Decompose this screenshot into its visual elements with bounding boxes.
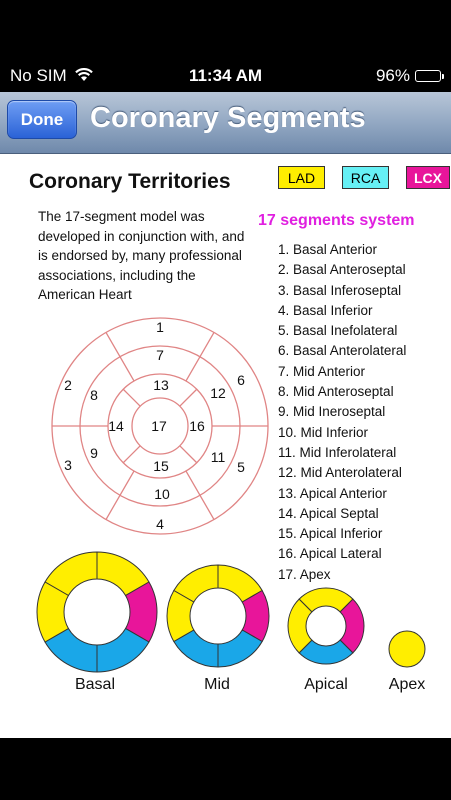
ring-label-apex: Apex [388, 676, 426, 693]
bullseye-number-6: 6 [237, 372, 245, 388]
segment-item: 16. Apical Lateral [278, 546, 382, 562]
battery-percent: 96% [375, 66, 410, 85]
segment-item: 14. Apical Septal [278, 505, 379, 521]
bullseye-number-9: 9 [90, 445, 98, 461]
segment-item: 13. Apical Anterior [278, 485, 387, 501]
segment-item: 10. Mid Inferior [278, 424, 369, 440]
segment-item: 2. Basal Anteroseptal [278, 262, 406, 278]
segment-item: 8. Mid Anteroseptal [278, 384, 394, 400]
system-title: 17 segments system [258, 212, 415, 229]
segment-item: 1. Basal Anterior [278, 242, 378, 257]
bullseye-diagram [0, 154, 451, 738]
apical-divider-3 [123, 446, 140, 463]
apical-divider-0 [123, 389, 140, 406]
basal-divider-4 [106, 471, 134, 519]
battery-indicator [376, 66, 441, 86]
clock: 11:34 AM [188, 66, 263, 85]
bullseye-number-2: 2 [64, 377, 72, 393]
segment-item: 3. Basal Inferoseptal [278, 282, 402, 298]
battery-icon [415, 70, 441, 82]
page-title: Coronary Segments [90, 102, 366, 134]
ring-label-apical: Apical [304, 676, 348, 693]
segment-item: 11. Mid Inferolateral [278, 444, 397, 460]
bullseye-number-3: 3 [64, 457, 72, 473]
segment-item: 5. Basal Inefolateral [278, 323, 398, 339]
bullseye-number-10: 10 [154, 486, 170, 502]
bullseye-number-8: 8 [90, 387, 98, 403]
ring-label-mid: Mid [204, 676, 230, 693]
bullseye-number-17: 17 [151, 418, 167, 434]
basal-divider-3 [186, 471, 214, 519]
bullseye-number-4: 4 [156, 516, 164, 532]
ring-label-basal: Basal [74, 676, 116, 693]
navigation-bar [0, 92, 451, 154]
status-bar [0, 0, 451, 92]
basal-divider-0 [106, 332, 134, 380]
content-area[interactable] [0, 154, 451, 738]
legend-lad: LAD [278, 166, 325, 189]
apical-divider-1 [180, 389, 197, 406]
segment-item: 6. Basal Anterolateral [278, 343, 407, 359]
bullseye-number-15: 15 [153, 458, 169, 474]
legend-rca: RCA [342, 166, 389, 189]
done-button[interactable]: Done [7, 100, 77, 139]
description-text: The 17-segment model was developed in conjunction with, and is endorsed by, many professional associations, including the American Heart [38, 209, 245, 302]
segment-item: 9. Mid Ineroseptal [278, 404, 386, 420]
legend-lcx: LCX [406, 166, 450, 189]
bullseye-number-16: 16 [189, 418, 205, 434]
apex-circle [389, 631, 425, 667]
segment-item: 17. Apex [278, 566, 331, 582]
segment-item: 12. Mid Anterolateral [278, 465, 402, 481]
carrier-text: No SIM [10, 66, 67, 85]
bullseye-number-1: 1 [156, 319, 164, 335]
bullseye-number-11: 11 [210, 449, 226, 465]
bullseye-number-14: 14 [108, 418, 124, 434]
segment-item: 7. Mid Anterior [278, 363, 366, 379]
bullseye-number-12: 12 [210, 385, 226, 401]
bullseye-number-13: 13 [153, 377, 169, 393]
segment-item: 15. Apical Inferior [278, 526, 383, 542]
section-heading: Coronary Territories [29, 170, 231, 193]
bottom-bar [0, 738, 451, 800]
apical-divider-2 [180, 446, 197, 463]
segment-item: 4. Basal Inferior [278, 302, 373, 318]
bullseye-number-5: 5 [237, 459, 245, 475]
bullseye-number-7: 7 [156, 347, 164, 363]
basal-divider-1 [186, 332, 214, 380]
